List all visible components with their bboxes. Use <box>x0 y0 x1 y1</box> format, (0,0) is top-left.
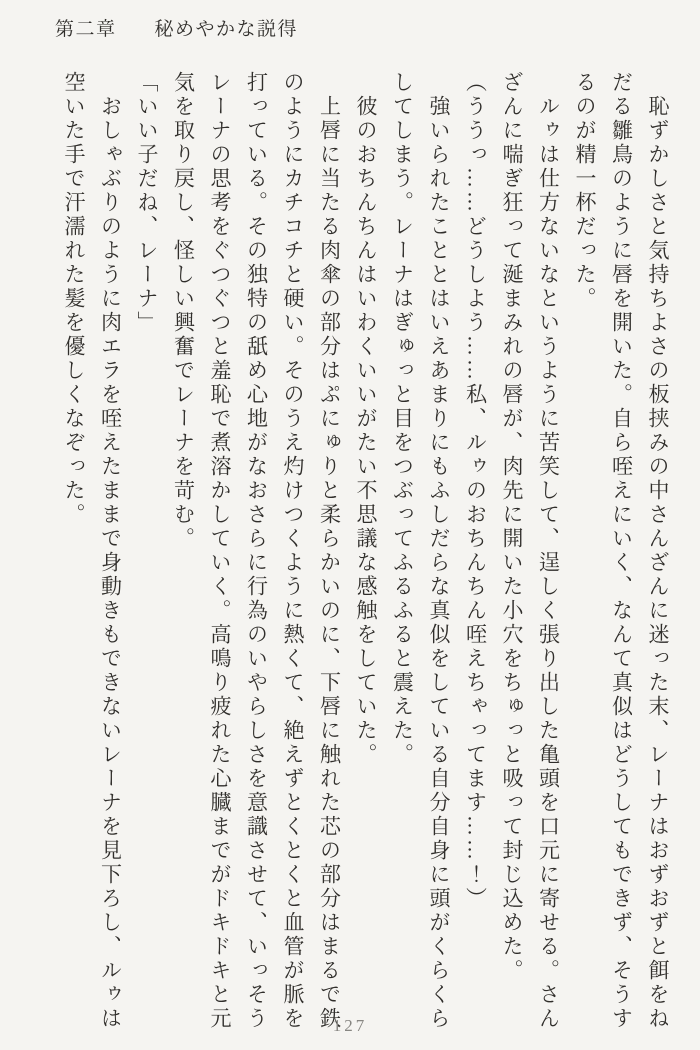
text-column-10: 上唇に当たる肉傘の部分はぷにゅりと柔らかいのに、下唇に触れた芯の部分はまるで鉄 <box>317 71 342 1031</box>
text-column-1: 恥ずかしさと気持ちよさの板挟みの中さんざんに迷った末、レーナはおずおずと餌をね <box>646 71 670 1031</box>
text-column-4: ルゥは仕方ないなというように苦笑して、逞しく張り出した亀頭を口元に寄せる。さん <box>536 71 561 1031</box>
page-footer <box>0 1016 700 1036</box>
text-column-17: 空いた手で汗濡れた髪を優しくなぞった。 <box>62 71 86 527</box>
text-column-9: 彼のおちんちんはいわくいいがたい不思議な感触をしていた。 <box>354 71 378 767</box>
text-column-14: 気を取り戻し、怪しい興奮でレーナを苛む。 <box>171 71 196 551</box>
text-column-15: 「いい子だね、レーナ」 <box>135 71 159 335</box>
running-head <box>55 14 298 41</box>
chapter-title: 秘めやかな説得 <box>154 19 299 40</box>
text-column-11: のようにカチコチと硬い。そのうえ灼けつくように熱くて、絶えずとくとくと血管が脈を <box>281 71 305 1031</box>
text-column-12: 打っている。その独特の舐め心地がなおさらに行為のいやらしさを意識させて、いっそう <box>244 71 269 1031</box>
text-column-7: 強いられたこととはいえあまりにもふしだらな真似をしている自分自身に頭がくらくら <box>427 71 451 1031</box>
text-column-16: おしゃぶりのように肉エラを咥えたままで身動きもできないレーナを見下ろし、ルゥは <box>98 71 123 1031</box>
page-number: 127 <box>332 1016 368 1035</box>
text-column-3: るのが精一杯だった。 <box>573 71 597 311</box>
body-text <box>63 71 669 1046</box>
chapter-label: 第二章 <box>55 19 117 40</box>
text-column-8: してしまう。レーナはぎゅっと目をつぶってふるふると震えた。 <box>390 71 415 767</box>
text-column-6: （ううっ……どうしよう……私、ルゥのおちんちん咥えちゃってます……！） <box>463 71 488 911</box>
text-column-5: ざんに喘ぎ狂って涎まみれの唇が、肉先に開いた小穴をちゅっと吸って封じ込めた。 <box>500 71 524 983</box>
text-column-2: だる雛鳥のように唇を開いた。自ら咥えにいく、なんて真似はどうしてもできず、そうす <box>609 71 634 1031</box>
text-column-13: レーナの思考をぐつぐつと羞恥で煮溶かしていく。高鳴り疲れた心臓までがドキドキと元 <box>208 71 232 1031</box>
